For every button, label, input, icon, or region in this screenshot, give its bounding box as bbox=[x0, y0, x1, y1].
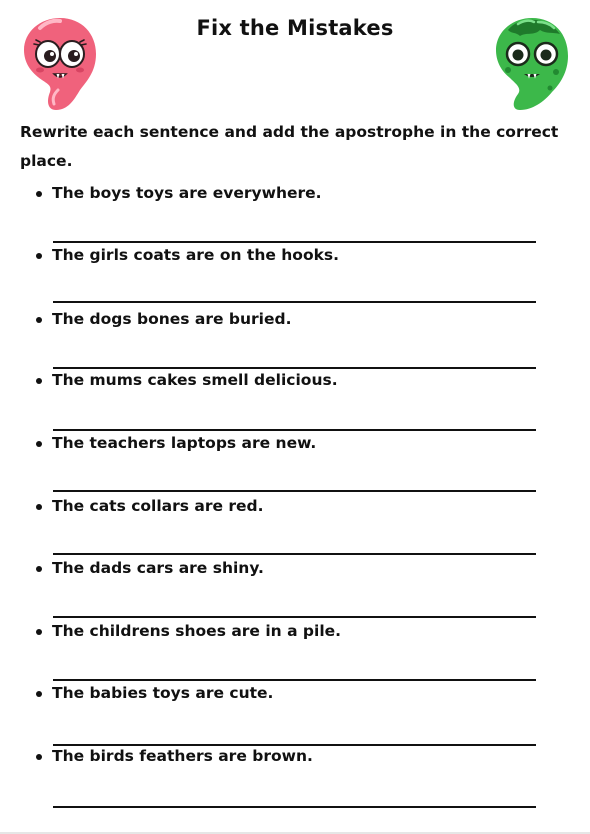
sentence-text: The teachers laptops are new. bbox=[52, 434, 317, 452]
sentence-item bbox=[36, 310, 546, 330]
sentence-item bbox=[36, 434, 546, 454]
sentence-text: The birds feathers are brown. bbox=[52, 747, 313, 765]
bullet-dot bbox=[36, 504, 42, 510]
instructions-text: Rewrite each sentence and add the apostrophe in the correct place. bbox=[20, 123, 559, 170]
answer-line[interactable] bbox=[53, 679, 536, 681]
sentence-text: The babies toys are cute. bbox=[52, 684, 274, 702]
bullet-dot bbox=[36, 317, 42, 323]
sentence-text: The cats collars are red. bbox=[52, 497, 264, 515]
sentence-item bbox=[36, 371, 546, 391]
green-monster-icon bbox=[490, 14, 572, 112]
answer-line[interactable] bbox=[53, 367, 536, 369]
sentence-text: The boys toys are everywhere. bbox=[52, 184, 322, 202]
sentence-text: The childrens shoes are in a pile. bbox=[52, 622, 342, 640]
sentence-text: The girls coats are on the hooks. bbox=[52, 246, 340, 264]
bullet-dot bbox=[36, 629, 42, 635]
bullet-dot bbox=[36, 691, 42, 697]
bullet-dot bbox=[36, 754, 42, 760]
sentence-text: The dogs bones are buried. bbox=[52, 310, 292, 328]
sentence-item bbox=[36, 246, 546, 266]
sentence-text: The mums cakes smell delicious. bbox=[52, 371, 338, 389]
sentence-item bbox=[36, 184, 546, 204]
answer-line[interactable] bbox=[53, 241, 536, 243]
sentence-item bbox=[36, 684, 546, 704]
answer-line[interactable] bbox=[53, 616, 536, 618]
bullet-dot bbox=[36, 566, 42, 572]
bullet-dot bbox=[36, 253, 42, 259]
bullet-dot bbox=[36, 441, 42, 447]
answer-line[interactable] bbox=[53, 301, 536, 303]
sentence-item bbox=[36, 559, 546, 579]
sentence-item bbox=[36, 622, 546, 642]
sentence-text: The dads cars are shiny. bbox=[52, 559, 264, 577]
answer-line[interactable] bbox=[53, 490, 536, 492]
pink-monster-icon bbox=[20, 14, 100, 112]
answer-line[interactable] bbox=[53, 806, 536, 808]
page-title: Fix the Mistakes bbox=[196, 16, 394, 40]
bullet-dot bbox=[36, 191, 42, 197]
sentence-item bbox=[36, 497, 546, 517]
answer-line[interactable] bbox=[53, 429, 536, 431]
answer-line[interactable] bbox=[53, 553, 536, 555]
bullet-dot bbox=[36, 378, 42, 384]
answer-line[interactable] bbox=[53, 744, 536, 746]
sentence-item bbox=[36, 747, 546, 767]
